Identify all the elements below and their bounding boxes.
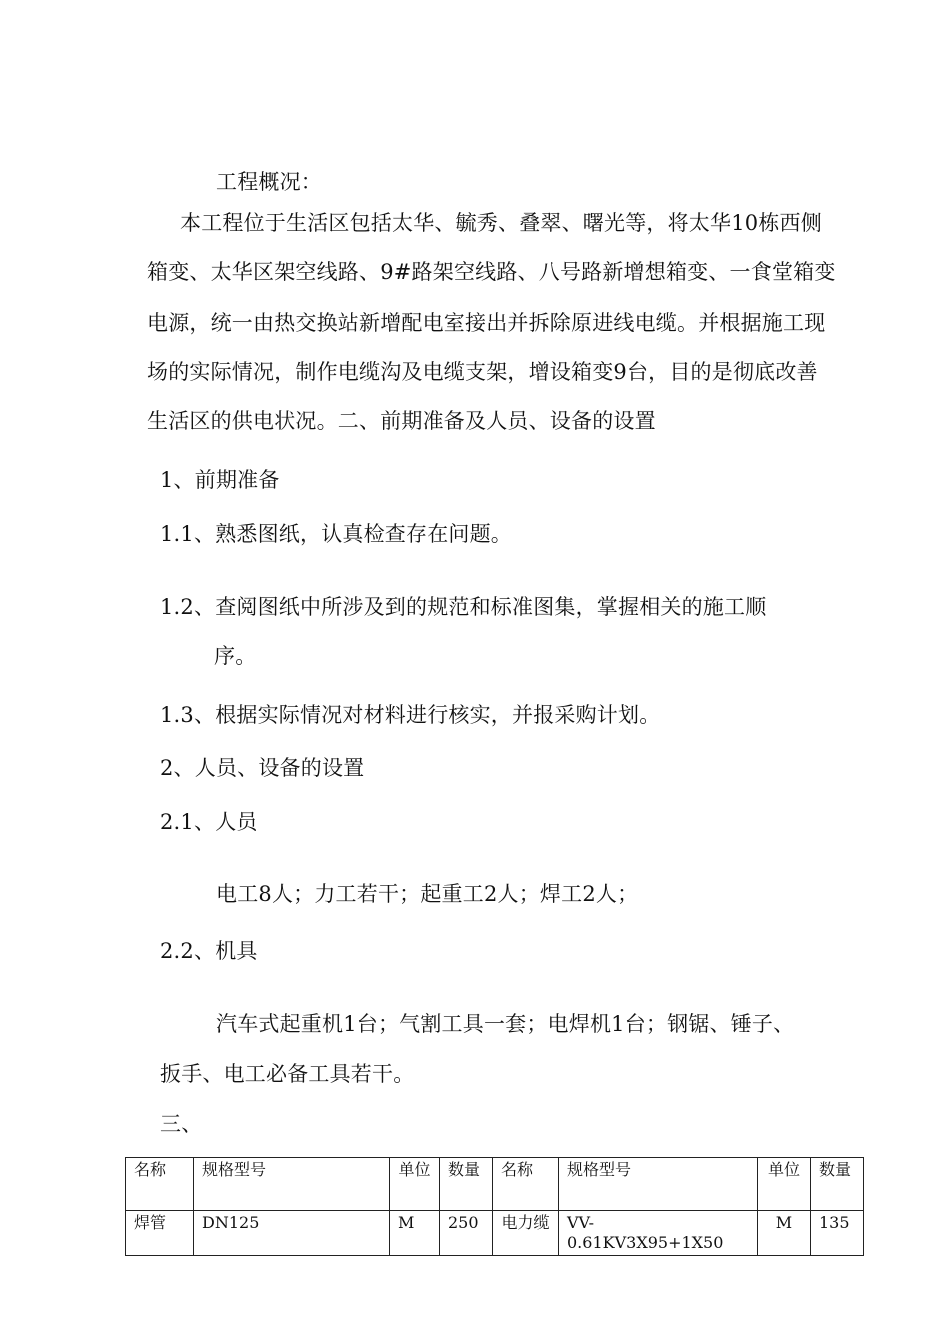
overview-line-2: 箱变、太华区架空线路、9#路架空线路、八号路新增想箱变、一食堂箱变 — [147, 260, 836, 284]
table-cell: M — [390, 1211, 440, 1256]
prep-item-1-1: 1.1、熟悉图纸，认真检查存在问题。 — [160, 522, 512, 546]
staff-item-2-1: 2.1、人员 — [160, 810, 258, 834]
table-cell: DN125 — [194, 1211, 390, 1256]
table-cell: 电力缆 — [493, 1211, 559, 1256]
section-3-heading: 三、 — [160, 1112, 203, 1136]
header-cell-spec-2: 规格型号 — [559, 1158, 758, 1211]
staff-detail: 电工8人；力工若干；起重工2人；焊工2人； — [216, 882, 639, 906]
materials-table — [125, 1157, 864, 1256]
header-cell-unit-2: 单位 — [758, 1158, 811, 1211]
overview-line-3: 电源，统一由热交换站新增配电室接出并拆除原进线电缆。并根据施工现 — [147, 311, 826, 335]
tools-item-2-2: 2.2、机具 — [160, 939, 258, 963]
prep-heading: 1、前期准备 — [160, 468, 280, 492]
header-cell-qty-2: 数量 — [811, 1158, 864, 1211]
tools-line-1: 汽车式起重机1台；气割工具一套；电焊机1台；钢锯、锤子、 — [216, 1012, 795, 1036]
prep-item-1-3: 1.3、根据实际情况对材料进行核实，并报采购计划。 — [160, 703, 661, 727]
header-cell-unit: 单位 — [390, 1158, 440, 1211]
overview-line-4: 场的实际情况，制作电缆沟及电缆支架，增设箱变9台，目的是彻底改善 — [147, 360, 818, 384]
prep-item-1-2-continued: 序。 — [214, 644, 257, 668]
tools-line-2: 扳手、电工必备工具若干。 — [160, 1062, 415, 1086]
prep-item-1-2: 1.2、查阅图纸中所涉及到的规范和标准图集，掌握相关的施工顺 — [160, 595, 767, 619]
staff-heading: 2、人员、设备的设置 — [160, 756, 365, 780]
header-cell-name-2: 名称 — [493, 1158, 559, 1211]
table-cell: 250 — [440, 1211, 493, 1256]
overview-line-5: 生活区的供电状况。二、前期准备及人员、设备的设置 — [147, 409, 656, 433]
header-cell-qty: 数量 — [440, 1158, 493, 1211]
table-cell: 135 — [811, 1211, 864, 1256]
table-cell: VV-0.61KV3Χ95+1Χ50 — [559, 1211, 758, 1256]
header-cell-spec: 规格型号 — [194, 1158, 390, 1211]
header-cell-name: 名称 — [126, 1158, 194, 1211]
table-header-row — [126, 1158, 864, 1211]
table-row — [126, 1211, 864, 1256]
overview-title: 工程概况： — [216, 170, 322, 194]
materials-table-wrapper — [125, 1157, 863, 1252]
table-cell: M — [758, 1211, 811, 1256]
overview-line-1: 本工程位于生活区包括太华、毓秀、叠翠、曙光等，将太华10栋西侧 — [180, 211, 822, 235]
table-cell: 焊管 — [126, 1211, 194, 1256]
